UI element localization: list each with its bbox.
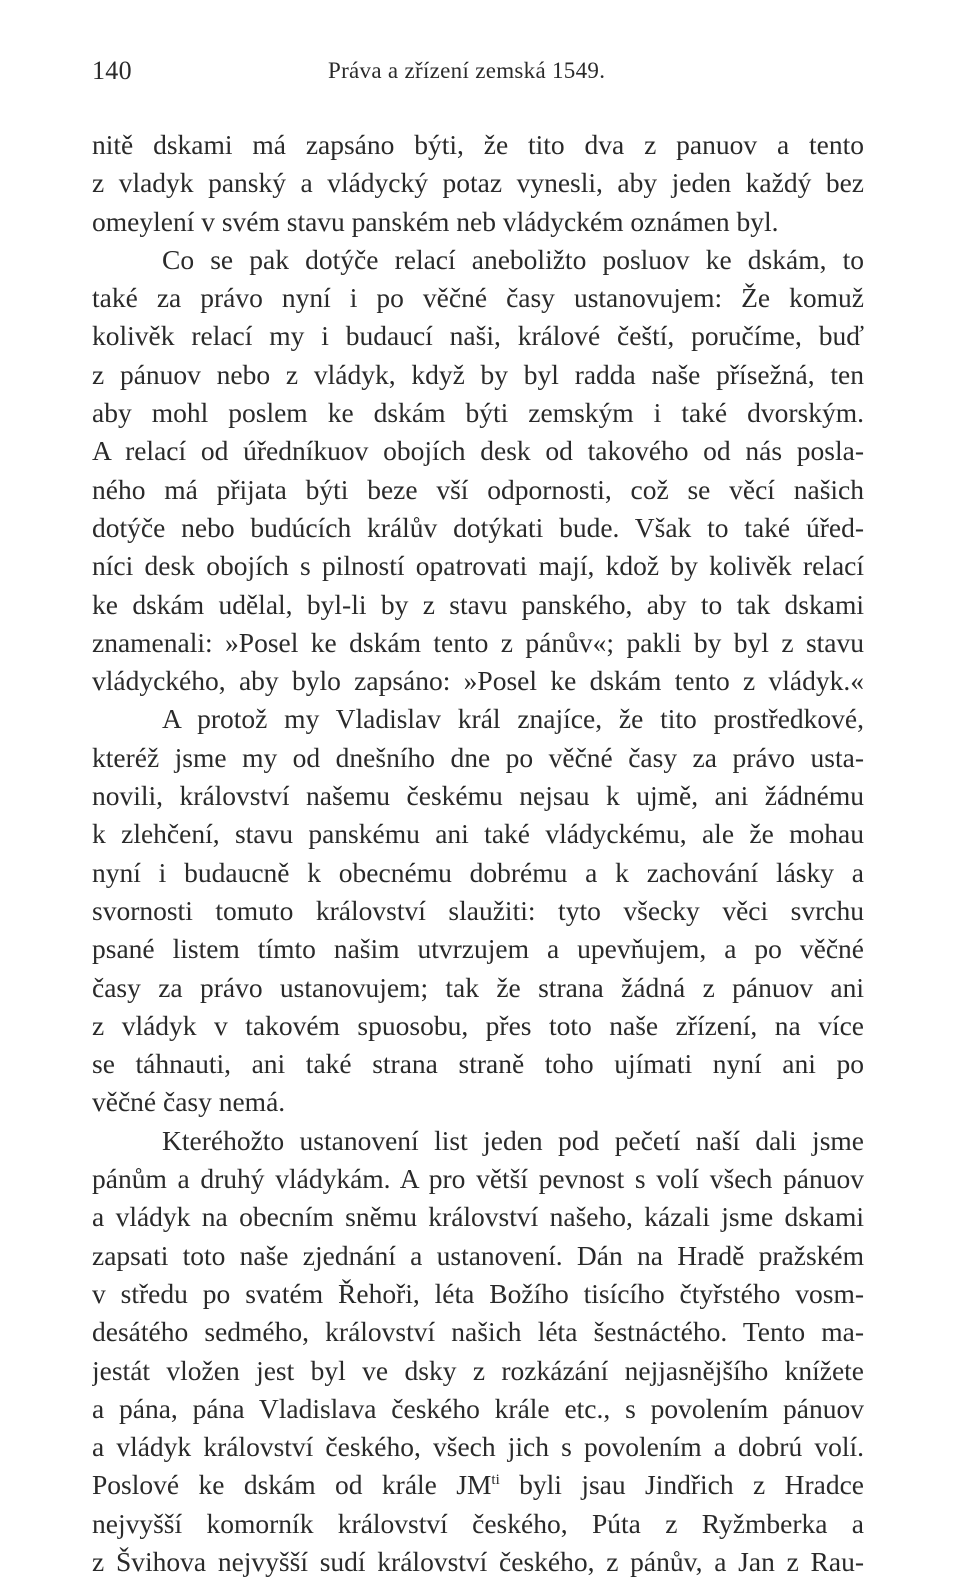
text-line xyxy=(92,356,864,394)
text-line xyxy=(92,1390,864,1428)
superscript: ti xyxy=(491,1472,500,1489)
text-line xyxy=(92,1160,864,1198)
text-line xyxy=(92,1428,864,1466)
text-line xyxy=(92,969,864,1007)
text-line-content: psané listem tímto našim utvrzujem a upevňujem, a po věčné xyxy=(92,933,864,965)
text-line xyxy=(92,509,864,547)
text-line-content: ného má přijata býti beze vší odpornosti, což se věcí našich xyxy=(92,473,864,505)
text-line xyxy=(92,1122,864,1160)
text-line-content: z Švihova nejvyšší sudí království českého, z pánův, a Jan z Rau- xyxy=(92,1545,864,1577)
text-line-content: svornosti tomuto království slaužiti: tyto všecky věci svrchu xyxy=(92,894,864,926)
text-line-content: a vládyk na obecním sněmu království našeho, kázali jsme dskami xyxy=(92,1201,864,1233)
text-line xyxy=(92,164,864,202)
text-line xyxy=(92,1198,864,1236)
text-line xyxy=(92,586,864,624)
text-line-content: kteréž jsme my od dnešního dne po věčné časy za právo usta- xyxy=(92,741,864,773)
page-number: 140 xyxy=(92,56,132,85)
text-line-content: nitě dskami má zapsáno býti, že tito dva z panuov a tento xyxy=(92,129,864,160)
running-title: Práva a zřízení zemská 1549. xyxy=(328,58,606,83)
text-line xyxy=(92,662,864,700)
text-line-content: omeylení v svém stavu panském neb vládyckém oznámen byl. xyxy=(92,205,779,237)
text-line xyxy=(92,1466,864,1504)
text-line xyxy=(92,815,864,853)
text-line-content: také za právo nyní i po věčné časy ustanovujem: Že komuž xyxy=(92,282,864,314)
text-line xyxy=(92,203,864,241)
text-line xyxy=(92,739,864,777)
text-line-content: A protož my Vladislav král znajíce, že tito prostředkové, xyxy=(162,703,864,735)
text-line xyxy=(92,241,864,279)
text-line xyxy=(92,892,864,930)
text-line-content: časy za právo ustanovujem; tak že strana žádná z pánuov ani xyxy=(92,971,864,1003)
text-line-content: znamenali: »Posel ke dskám tento z pánův«; pakli by byl z stavu xyxy=(92,626,864,658)
text-line-content: Poslové ke dskám od krále JM xyxy=(92,1469,492,1501)
text-line xyxy=(92,547,864,585)
text-line-content: desátého sedmého, království našich léta šestnáctého. Tento ma- xyxy=(92,1316,864,1348)
text-line-content: z vladyk panský a vládycký potaz vynesli, aby jeden každý bez xyxy=(92,167,864,199)
text-line-content: dotýče nebo budúcích králův dotýkati bude. Však to také úřed- xyxy=(92,511,864,543)
text-line-content: pánům a druhý vládykám. A pro větší pevnost s volí všech pánuov xyxy=(92,1163,864,1195)
text-line xyxy=(92,930,864,968)
page-header xyxy=(92,56,864,96)
text-line-content: A relací od úředníkuov obojích desk od takového od nás posla- xyxy=(92,435,864,467)
text-line xyxy=(92,1505,864,1543)
text-line xyxy=(92,1007,864,1045)
text-line-content: a pána, pána Vladislava českého krále etc., s povolením pánuov xyxy=(92,1392,864,1424)
text-line-content: Co se pak dotýče relací aneboližto posluov ke dskám, to xyxy=(162,243,864,275)
text-line xyxy=(92,126,864,164)
text-line xyxy=(92,317,864,355)
body-text xyxy=(92,126,864,1581)
text-line-content: aby mohl poslem ke dskám býti zemským i také dvorským. xyxy=(92,397,864,429)
text-line xyxy=(92,777,864,815)
text-line xyxy=(92,1237,864,1275)
text-line xyxy=(92,624,864,662)
text-line-continuation: byli jsau Jindřich z Hradce xyxy=(499,1469,864,1501)
text-line-content: vládyckého, aby bylo zapsáno: »Posel ke dskám tento z vládyk.« xyxy=(92,665,864,697)
text-line-content: jestát vložen jest byl ve dsky z rozkázání nejjasnějšího knížete xyxy=(92,1354,864,1386)
text-line-content: zapsati toto naše zjednání a ustanovení. Dán na Hradě pražském xyxy=(92,1239,864,1271)
text-line-content: kolivěk relací my i budaucí naši, králové čeští, poručíme, buď xyxy=(92,320,864,352)
text-line-content: nyní i budaucně k obecnému dobrému a k zachování lásky a xyxy=(92,856,864,888)
text-line xyxy=(92,279,864,317)
text-line-content: v středu po svatém Řehoři, léta Božího tisícího čtyřstého vosm- xyxy=(92,1277,864,1309)
text-line-content: z pánuov nebo z vládyk, když by byl radda naše přísežná, ten xyxy=(92,358,864,390)
text-line xyxy=(92,1275,864,1313)
text-line-content: se táhnauti, ani také strana straně toho ujímati nyní ani po xyxy=(92,1048,864,1080)
text-line-content: nejvyšší komorník království českého, Púta z Ryžmberka a xyxy=(92,1507,864,1539)
text-line xyxy=(92,471,864,509)
text-line xyxy=(92,394,864,432)
text-line-content: novili, království našemu českému nejsau k ujmě, ani žádnému xyxy=(92,780,864,812)
text-line-content: z vládyk v takovém spuosobu, přes toto naše zřízení, na více xyxy=(92,1009,864,1041)
text-line xyxy=(92,1352,864,1390)
text-line xyxy=(92,1543,864,1581)
text-line-content: a vládyk království českého, všech jich s povolením a dobrú volí. xyxy=(92,1431,864,1463)
text-line xyxy=(92,700,864,738)
text-line xyxy=(92,1313,864,1351)
text-line xyxy=(92,432,864,470)
text-line xyxy=(92,1083,864,1121)
text-line-content: Kteréhožto ustanovení list jeden pod pečetí naší dali jsme xyxy=(162,1124,864,1156)
text-line xyxy=(92,1045,864,1083)
text-line-content: věčné časy nemá. xyxy=(92,1086,286,1118)
text-line-content: ke dskám udělal, byl-li by z stavu panského, aby to tak dskami xyxy=(92,588,864,620)
text-line-content: níci desk obojích s pilností opatrovati mají, kdož by kolivěk relací xyxy=(92,550,864,582)
text-line xyxy=(92,854,864,892)
text-line-content: k zlehčení, stavu panskému ani také vládyckému, ale že mohau xyxy=(92,818,864,850)
